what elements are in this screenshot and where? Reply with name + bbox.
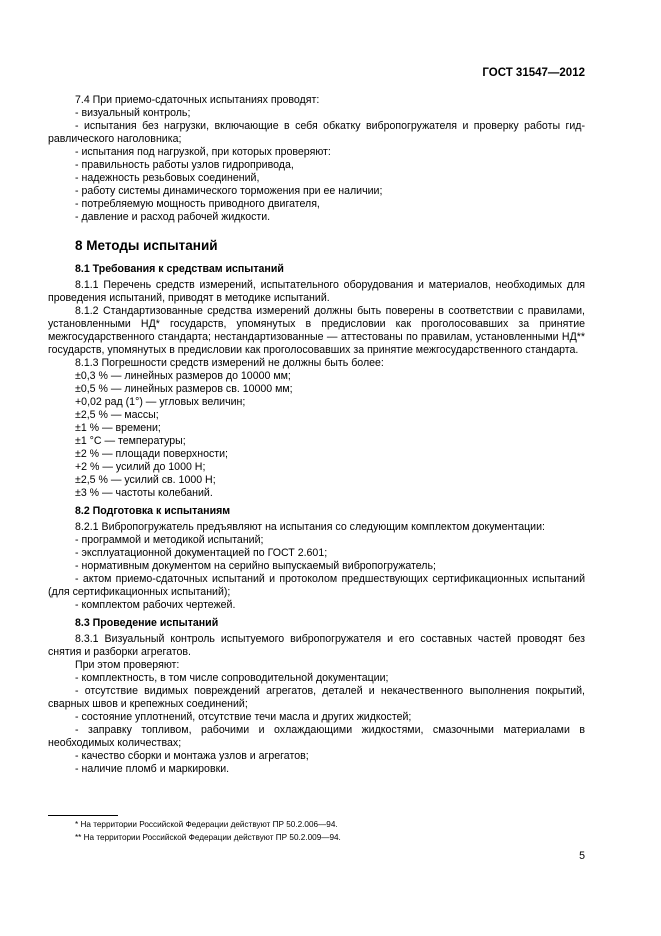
footnote: * На территории Российской Федерации действуют ПР 50.2.006—94. bbox=[75, 820, 338, 829]
paragraph: 7.4 При приемо-сдаточных испытаниях проводят: bbox=[75, 94, 320, 106]
subsection-heading: 8.3 Проведение испытаний bbox=[75, 617, 219, 629]
list-item: - надежность резьбовых соединений, bbox=[75, 172, 260, 184]
list-item: - правильность работы узлов гидропривода, bbox=[75, 159, 294, 171]
list-item: - комплектность, в том числе сопроводительной документации; bbox=[75, 672, 389, 684]
standard-header: ГОСТ 31547—2012 bbox=[482, 67, 585, 79]
tolerance-item: +2 % — усилий до 1000 Н; bbox=[75, 461, 206, 473]
list-item: - качество сборки и монтажа узлов и агрегатов; bbox=[75, 750, 309, 762]
tolerance-item: ±0,5 % — линейных размеров св. 10000 мм; bbox=[75, 383, 293, 395]
tolerance-item: +0,02 рад (1°) — угловых величин; bbox=[75, 396, 246, 408]
list-item: - давление и расход рабочей жидкости. bbox=[75, 211, 271, 223]
paragraph: При этом проверяют: bbox=[75, 659, 180, 671]
tolerance-item: ±2,5 % — массы; bbox=[75, 409, 159, 421]
page-content bbox=[48, 94, 585, 776]
tolerance-item: ±1 °С — температуры; bbox=[75, 435, 186, 447]
list-item: - комплектом рабочих чертежей. bbox=[75, 599, 236, 611]
subsection-heading: 8.2 Подготовка к испытаниям bbox=[75, 505, 231, 517]
paragraph: 8.2.1 Вибропогружатель предъявляют на испытания со следующим комплектом документации: bbox=[75, 521, 545, 533]
section-7-4 bbox=[48, 94, 585, 224]
list-item: - заправку топливом, рабочими и охлаждающими жидкостями, смазочными материалами в необходимых количествах; bbox=[48, 724, 585, 749]
list-item: - программой и методикой испытаний; bbox=[75, 534, 264, 546]
list-item: - испытания без нагрузки, включающие в себя обкатку вибропогружателя и проверку работы гид- bbox=[75, 120, 585, 132]
paragraph: 8.3.1 Визуальный контроль испытуемого вибропогружателя и его составных частей проводят без снятия и разборки агрегатов. bbox=[48, 633, 585, 658]
list-item: - актом приемо-сдаточных испытаний и протоколом предшествующих сертификационных испытаний (для сертификационных испытаний); bbox=[48, 573, 585, 598]
list-item-continuation: равлического наголовника; bbox=[48, 133, 182, 145]
list-item: - работу системы динамического торможения при ее наличии; bbox=[75, 185, 383, 197]
tolerance-item: ±0,3 % — линейных размеров до 10000 мм; bbox=[75, 370, 291, 382]
list-item: - состояние уплотнений, отсутствие течи масла и других жидкостей; bbox=[75, 711, 412, 723]
page-number: 5 bbox=[579, 850, 585, 862]
tolerance-item: ±2 % — площади поверхности; bbox=[75, 448, 228, 460]
paragraph: 8.1.2 Стандартизованные средства измерений должны быть поверены в соответствии с правилами, установленными НД* государств, упомянутых в предисловии как проголосовавших за принятие межгосударственного стандарта; нестандартизованные — аттестованы по правилам, установленными НД** государств, упомянутых в предисловии как проголосовавших за принятие межгосударственного стандарта. bbox=[48, 305, 585, 356]
footnote: ** На территории Российской Федерации действуют ПР 50.2.009—94. bbox=[75, 833, 341, 842]
section-heading: 8 Методы испытаний bbox=[75, 238, 218, 253]
list-item: - потребляемую мощность приводного двигателя, bbox=[75, 198, 320, 210]
list-item: - наличие пломб и маркировки. bbox=[75, 763, 230, 775]
list-item: - испытания под нагрузкой, при которых проверяют: bbox=[75, 146, 331, 158]
footnotes bbox=[48, 815, 585, 844]
tolerance-item: ±3 % — частоты колебаний. bbox=[75, 487, 213, 499]
tolerance-item: ±1 % — времени; bbox=[75, 422, 161, 434]
list-item: - отсутствие видимых повреждений агрегатов, деталей и некачественного выполнения покрытий, сварных швов и крепежных соединений; bbox=[48, 685, 585, 710]
footnote-divider bbox=[48, 815, 118, 816]
list-item: - визуальный контроль; bbox=[75, 107, 191, 119]
paragraph: 8.1.3 Погрешности средств измерений не должны быть более: bbox=[75, 357, 384, 369]
subsection-heading: 8.1 Требования к средствам испытаний bbox=[75, 263, 284, 275]
tolerance-item: ±2,5 % — усилий св. 1000 Н; bbox=[75, 474, 216, 486]
list-item: - эксплуатационной документацией по ГОСТ 2.601; bbox=[75, 547, 328, 559]
paragraph: 8.1.1 Перечень средств измерений, испытательного оборудования и материалов, необходимых для проведения испытаний, приводят в методике испытаний. bbox=[48, 279, 585, 304]
list-item: - нормативным документом на серийно выпускаемый вибропогружатель; bbox=[75, 560, 436, 572]
